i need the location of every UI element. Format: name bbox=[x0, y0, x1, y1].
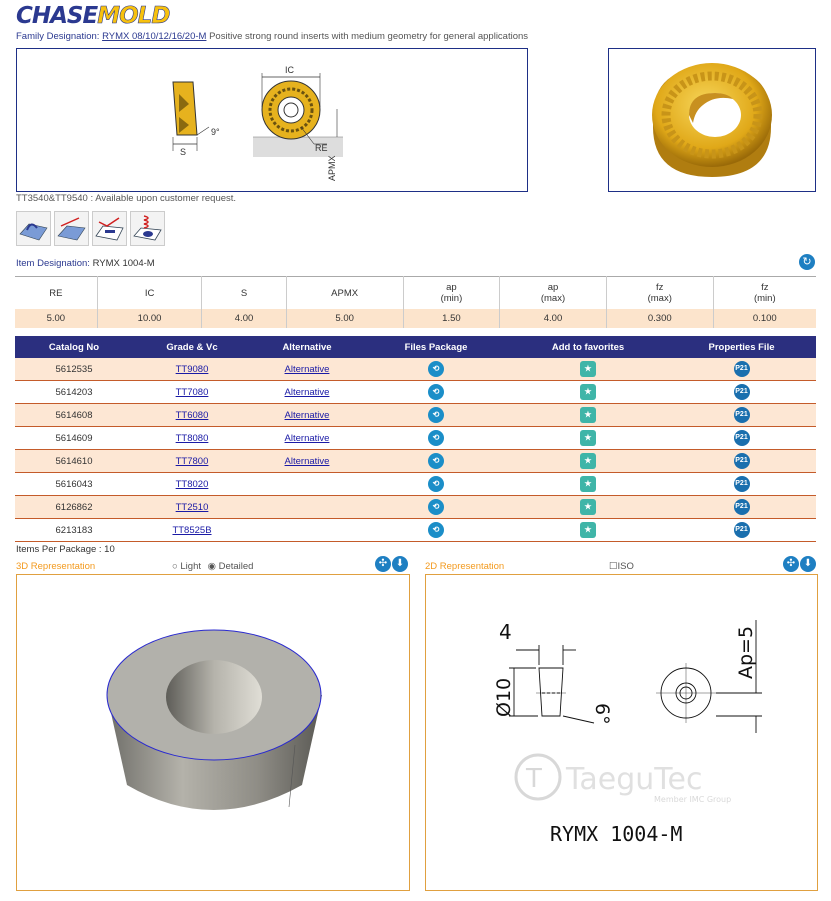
taegutec-watermark-logo bbox=[516, 755, 731, 804]
properties-file-icon[interactable]: P21 bbox=[734, 522, 750, 538]
table-row bbox=[15, 473, 816, 496]
col-grade[interactable]: Grade & Vc bbox=[133, 336, 251, 358]
prop-header: RE bbox=[15, 277, 97, 310]
item-code: RYMX 1004-M bbox=[92, 258, 155, 269]
availability-note: TT3540&TT9540 : Available upon customer request. bbox=[16, 193, 237, 204]
table-row bbox=[15, 358, 816, 381]
add-favorite-icon[interactable]: ★ bbox=[580, 476, 596, 492]
prop-value: 5.00 bbox=[286, 309, 403, 328]
insert-photo bbox=[608, 48, 816, 192]
table-row bbox=[15, 404, 816, 427]
prop-header: S bbox=[202, 277, 286, 310]
render-mode-options bbox=[172, 561, 253, 572]
rep3d-title: 3D Representation bbox=[16, 561, 96, 572]
files-package-icon[interactable]: ⟲ bbox=[428, 430, 444, 446]
files-package-icon[interactable]: ⟲ bbox=[428, 453, 444, 469]
alternative-link[interactable]: Alternative bbox=[284, 363, 330, 375]
alternative-link[interactable]: Alternative bbox=[284, 455, 330, 467]
properties-file-icon[interactable]: P21 bbox=[734, 453, 750, 469]
catalog-no: 5614203 bbox=[15, 381, 133, 404]
prop-value: 5.00 bbox=[15, 309, 97, 328]
dim-diameter: Ø10 bbox=[493, 677, 515, 717]
model-3d-svg bbox=[17, 575, 409, 890]
item-designation bbox=[16, 258, 155, 269]
item-label: Item Designation: bbox=[16, 258, 90, 269]
properties-file-icon[interactable]: P21 bbox=[734, 476, 750, 492]
files-package-icon[interactable]: ⟲ bbox=[428, 499, 444, 515]
dim-ic-label: IC bbox=[285, 65, 294, 75]
watermark-subtext: Member IMC Group bbox=[654, 795, 732, 804]
table-row bbox=[15, 427, 816, 450]
drawing-2d-viewer[interactable] bbox=[425, 574, 818, 891]
svg-text:T: T bbox=[526, 764, 542, 794]
dim-re-label: RE bbox=[315, 143, 328, 153]
grade-link[interactable]: TT8525B bbox=[172, 524, 212, 536]
add-favorite-icon[interactable]: ★ bbox=[580, 430, 596, 446]
catalog-no: 5614610 bbox=[15, 450, 133, 473]
prop-value: 4.00 bbox=[500, 309, 607, 328]
watermark-text: TaeguTec bbox=[566, 762, 703, 797]
prop-value: 10.00 bbox=[97, 309, 202, 328]
family-designation bbox=[16, 31, 528, 42]
grade-link[interactable]: TT6080 bbox=[175, 409, 209, 421]
items-per-package: Items Per Package : 10 bbox=[16, 544, 115, 555]
catalog-no: 5612535 bbox=[15, 358, 133, 381]
add-favorite-icon[interactable]: ★ bbox=[580, 361, 596, 377]
prop-header: IC bbox=[97, 277, 202, 310]
drawing-2d-svg bbox=[426, 575, 817, 890]
table-row bbox=[15, 519, 816, 542]
alternative-link[interactable]: Alternative bbox=[284, 386, 330, 398]
rep3d-tools bbox=[375, 556, 408, 572]
properties-file-icon[interactable]: P21 bbox=[734, 407, 750, 423]
part-name-label: RYMX 1004-M bbox=[550, 822, 683, 846]
dim-apmx-label: APMX bbox=[327, 155, 337, 181]
table-row bbox=[15, 496, 816, 519]
grade-link[interactable]: TT2510 bbox=[175, 501, 209, 513]
prop-header: APMX bbox=[286, 277, 403, 310]
rep2d-tools bbox=[783, 556, 816, 572]
properties-file-icon[interactable]: P21 bbox=[734, 361, 750, 377]
milling-face-icon[interactable] bbox=[54, 211, 89, 246]
expand-icon[interactable]: ✣ bbox=[375, 556, 391, 572]
catalog-no: 5616043 bbox=[15, 473, 133, 496]
files-package-icon[interactable]: ⟲ bbox=[428, 476, 444, 492]
dim-thickness: 4 bbox=[499, 620, 512, 644]
catalog-no: 6213183 bbox=[15, 519, 133, 542]
table-row bbox=[15, 381, 816, 404]
alternative-link[interactable]: Alternative bbox=[284, 432, 330, 444]
prop-header: fz (max) bbox=[606, 277, 713, 310]
download-icon[interactable]: ⬇ bbox=[392, 556, 408, 572]
download-icon[interactable]: ⬇ bbox=[800, 556, 816, 572]
radio-detailed[interactable]: ◉ Detailed bbox=[207, 561, 254, 572]
insert-drawing-svg bbox=[17, 49, 527, 191]
radio-light[interactable]: ○ Light bbox=[172, 561, 201, 572]
col-favorites: Add to favorites bbox=[509, 336, 667, 358]
catalog-no: 5614609 bbox=[15, 427, 133, 450]
grade-link[interactable]: TT7080 bbox=[175, 386, 209, 398]
family-code-link[interactable]: RYMX 08/10/12/16/20-M bbox=[102, 31, 207, 42]
files-package-icon[interactable]: ⟲ bbox=[428, 407, 444, 423]
milling-helical-icon[interactable] bbox=[130, 211, 165, 246]
prop-value: 0.300 bbox=[606, 309, 713, 328]
model-3d-viewer[interactable] bbox=[16, 574, 410, 891]
files-package-icon[interactable]: ⟲ bbox=[428, 384, 444, 400]
insert-photo-svg bbox=[609, 49, 815, 191]
col-alternative[interactable]: Alternative bbox=[251, 336, 363, 358]
refresh-icon[interactable]: ↻ bbox=[799, 254, 815, 270]
prop-header: ap (min) bbox=[403, 277, 499, 310]
col-properties-file: Properties File bbox=[667, 336, 816, 358]
grade-link[interactable]: TT9080 bbox=[175, 363, 209, 375]
rep2d-title: 2D Representation bbox=[425, 561, 505, 572]
grade-link[interactable]: TT8080 bbox=[175, 432, 209, 444]
dim-s-label: S bbox=[180, 147, 187, 157]
family-label: Family Designation: bbox=[16, 31, 100, 42]
insert-drawing bbox=[16, 48, 528, 192]
prop-value: 0.100 bbox=[713, 309, 816, 328]
prop-value: 1.50 bbox=[403, 309, 499, 328]
catalog-no: 5614608 bbox=[15, 404, 133, 427]
expand-icon[interactable]: ✣ bbox=[783, 556, 799, 572]
files-package-icon[interactable]: ⟲ bbox=[428, 522, 444, 538]
family-description: Positive strong round inserts with medium geometry for general applications bbox=[209, 31, 529, 42]
grade-link[interactable]: TT8020 bbox=[175, 478, 209, 490]
grade-link[interactable]: TT7800 bbox=[175, 455, 209, 467]
col-files-package: Files Package bbox=[363, 336, 509, 358]
add-favorite-icon[interactable]: ★ bbox=[580, 384, 596, 400]
alternative-link[interactable]: Alternative bbox=[284, 409, 330, 421]
catalog-no: 6126862 bbox=[15, 496, 133, 519]
dim-ap: Ap=5 bbox=[735, 625, 757, 679]
milling-ramp-icon[interactable] bbox=[92, 211, 127, 246]
properties-file-icon[interactable]: P21 bbox=[734, 384, 750, 400]
dim-angle: 6° bbox=[591, 703, 613, 725]
catalog-table bbox=[15, 336, 816, 542]
add-favorite-icon[interactable]: ★ bbox=[580, 499, 596, 515]
brand-logo[interactable]: CHASEMOLD bbox=[16, 3, 170, 29]
col-catalog-no[interactable]: Catalog No bbox=[15, 336, 133, 358]
properties-file-icon[interactable]: P21 bbox=[734, 499, 750, 515]
table-row bbox=[15, 450, 816, 473]
milling-slot-icon[interactable] bbox=[16, 211, 51, 246]
iso-toggle[interactable]: ☐ISO bbox=[609, 561, 634, 572]
properties-file-icon[interactable]: P21 bbox=[734, 430, 750, 446]
add-favorite-icon[interactable]: ★ bbox=[580, 522, 596, 538]
add-favorite-icon[interactable]: ★ bbox=[580, 453, 596, 469]
prop-header: ap (max) bbox=[500, 277, 607, 310]
add-favorite-icon[interactable]: ★ bbox=[580, 407, 596, 423]
dim-angle-label: 9° bbox=[211, 127, 220, 137]
files-package-icon[interactable]: ⟲ bbox=[428, 361, 444, 377]
properties-table bbox=[15, 276, 816, 328]
prop-header: fz (min) bbox=[713, 277, 816, 310]
application-icons bbox=[16, 211, 165, 246]
prop-value: 4.00 bbox=[202, 309, 286, 328]
